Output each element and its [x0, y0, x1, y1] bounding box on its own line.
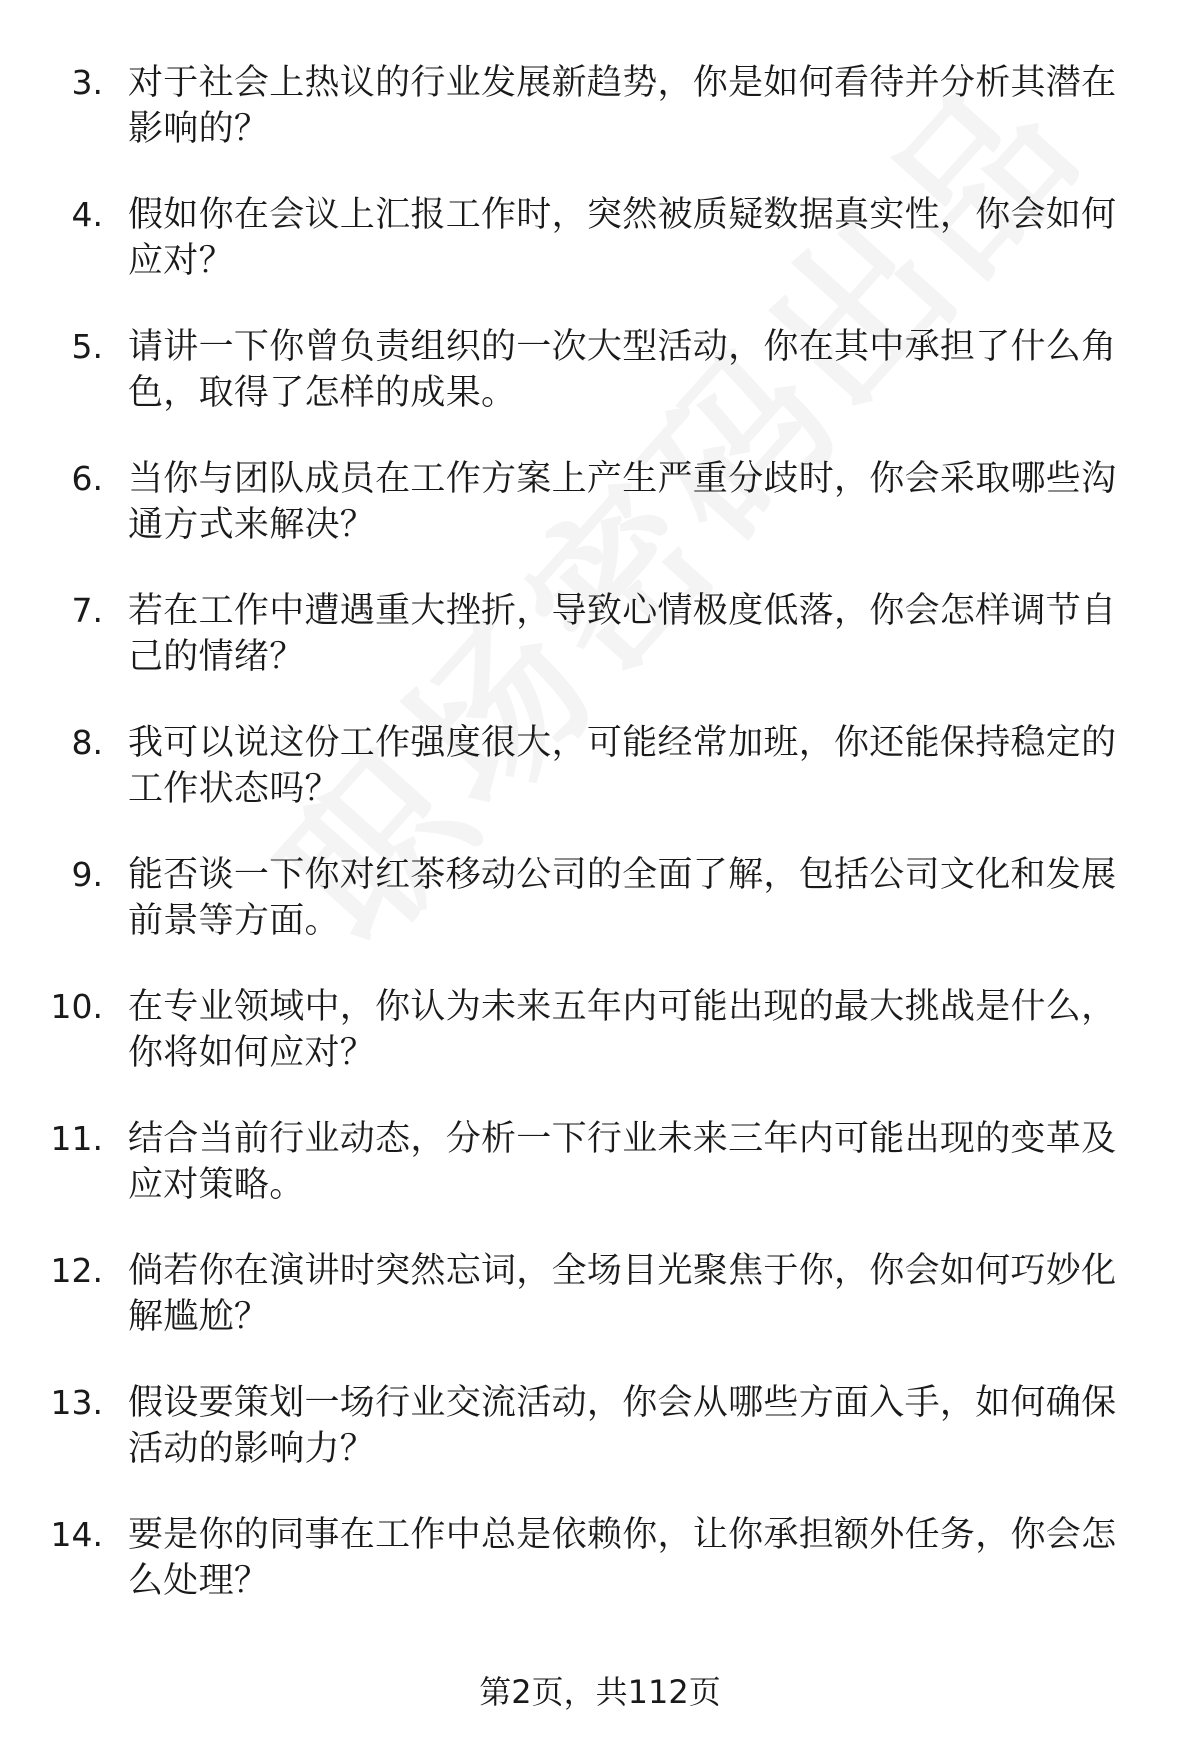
- question-item: [0, 1116, 1200, 1248]
- question-list: [0, 60, 1200, 1644]
- question-number: 14.: [50, 1515, 103, 1554]
- question-text: 请讲一下你曾负责组织的一次大型活动，你在其中承担了什么角色，取得了怎样的成果。: [128, 327, 1117, 413]
- question-text: 在专业领域中，你认为未来五年内可能出现的最大挑战是什么，你将如何应对？: [128, 987, 1117, 1073]
- question-item: [0, 588, 1200, 720]
- question-text: 假设要策划一场行业交流活动，你会从哪些方面入手，如何确保活动的影响力？: [128, 1383, 1117, 1469]
- question-number: 5.: [71, 327, 103, 366]
- question-text: 结合当前行业动态，分析一下行业未来三年内可能出现的变革及应对策略。: [128, 1119, 1117, 1205]
- question-item: [0, 456, 1200, 588]
- question-item: [0, 852, 1200, 984]
- question-number: 6.: [71, 459, 103, 498]
- question-number: 10.: [50, 987, 103, 1026]
- question-text: 倘若你在演讲时突然忘词，全场目光聚焦于你，你会如何巧妙化解尴尬？: [128, 1251, 1117, 1337]
- question-text: 要是你的同事在工作中总是依赖你，让你承担额外任务，你会怎么处理？: [128, 1515, 1117, 1601]
- question-number: 9.: [71, 855, 103, 894]
- question-text: 对于社会上热议的行业发展新趋势，你是如何看待并分析其潜在影响的？: [128, 63, 1117, 149]
- page-number-footer: 第2页，共112页: [479, 1673, 721, 1711]
- question-number: 13.: [50, 1383, 103, 1422]
- question-item: [0, 984, 1200, 1116]
- question-item: [0, 192, 1200, 324]
- question-item: [0, 720, 1200, 852]
- question-number: 8.: [71, 723, 103, 762]
- question-item: [0, 60, 1200, 192]
- question-item: [0, 1380, 1200, 1512]
- question-number: 4.: [71, 195, 103, 234]
- question-text: 若在工作中遭遇重大挫折，导致心情极度低落，你会怎样调节自己的情绪？: [128, 591, 1117, 677]
- question-text: 假如你在会议上汇报工作时，突然被质疑数据真实性，你会如何应对？: [128, 195, 1117, 281]
- question-number: 7.: [71, 591, 103, 630]
- question-text: 我可以说这份工作强度很大，可能经常加班，你还能保持稳定的工作状态吗？: [128, 723, 1117, 809]
- question-text: 当你与团队成员在工作方案上产生严重分歧时，你会采取哪些沟通方式来解决？: [128, 459, 1117, 545]
- question-number: 3.: [71, 63, 103, 102]
- question-number: 11.: [50, 1119, 103, 1158]
- question-number: 12.: [50, 1251, 103, 1290]
- question-text: 能否谈一下你对红茶移动公司的全面了解，包括公司文化和发展前景等方面。: [128, 855, 1117, 941]
- question-item: [0, 1512, 1200, 1644]
- question-item: [0, 1248, 1200, 1380]
- question-item: [0, 324, 1200, 456]
